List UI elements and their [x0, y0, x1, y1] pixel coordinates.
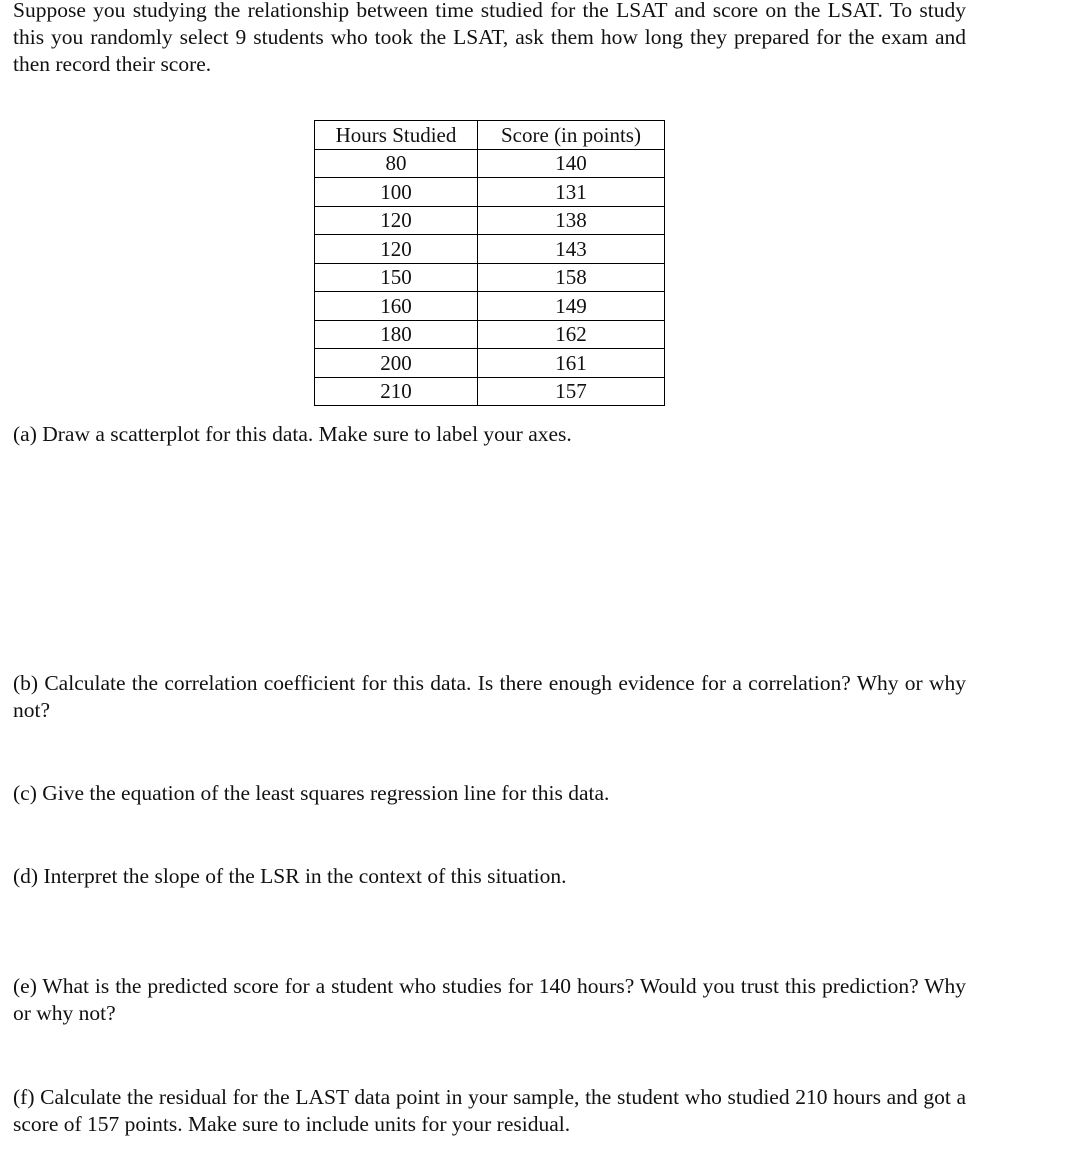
score-cell: 162 — [478, 320, 665, 349]
question-f: (f) Calculate the residual for the LAST data point in your sample, the student who studied 210 hours and got a score of 157 points. Make sure to include units for your residual. — [13, 1085, 966, 1136]
hours-cell: 100 — [315, 178, 478, 207]
hours-cell: 160 — [315, 292, 478, 321]
hours-cell: 80 — [315, 149, 478, 178]
score-cell: 157 — [478, 377, 665, 406]
hours-cell: 200 — [315, 349, 478, 378]
table-row — [315, 377, 665, 406]
table-row — [315, 263, 665, 292]
table-row — [315, 320, 665, 349]
score-cell: 149 — [478, 292, 665, 321]
score-cell: 138 — [478, 206, 665, 235]
hours-cell: 120 — [315, 206, 478, 235]
hours-cell: 150 — [315, 263, 478, 292]
header-score: Score (in points) — [478, 121, 665, 150]
header-hours: Hours Studied — [315, 121, 478, 150]
hours-cell: 180 — [315, 320, 478, 349]
intro-paragraph: Suppose you studying the relationship between time studied for the LSAT and score on the LSAT. To study this you randomly select 9 students who took the LSAT, ask them how long they prepared for the exam and then record their score. — [13, 0, 966, 76]
table-row — [315, 206, 665, 235]
table-row — [315, 292, 665, 321]
score-cell: 161 — [478, 349, 665, 378]
hours-cell: 210 — [315, 377, 478, 406]
question-b: (b) Calculate the correlation coefficient for this data. Is there enough evidence for a correlation? Why or why not? — [13, 671, 966, 722]
score-cell: 131 — [478, 178, 665, 207]
question-d: (d) Interpret the slope of the LSR in the context of this situation. — [13, 864, 567, 888]
question-c: (c) Give the equation of the least squares regression line for this data. — [13, 781, 610, 805]
table-row — [315, 149, 665, 178]
score-cell: 143 — [478, 235, 665, 264]
question-a: (a) Draw a scatterplot for this data. Make sure to label your axes. — [13, 422, 572, 446]
hours-cell: 120 — [315, 235, 478, 264]
table-row — [315, 235, 665, 264]
table-row — [315, 178, 665, 207]
score-cell: 140 — [478, 149, 665, 178]
table-header-row — [315, 121, 665, 150]
data-table — [314, 120, 665, 406]
score-cell: 158 — [478, 263, 665, 292]
table-row — [315, 349, 665, 378]
question-e: (e) What is the predicted score for a student who studies for 140 hours? Would you trust this prediction? Why or why not? — [13, 974, 966, 1025]
